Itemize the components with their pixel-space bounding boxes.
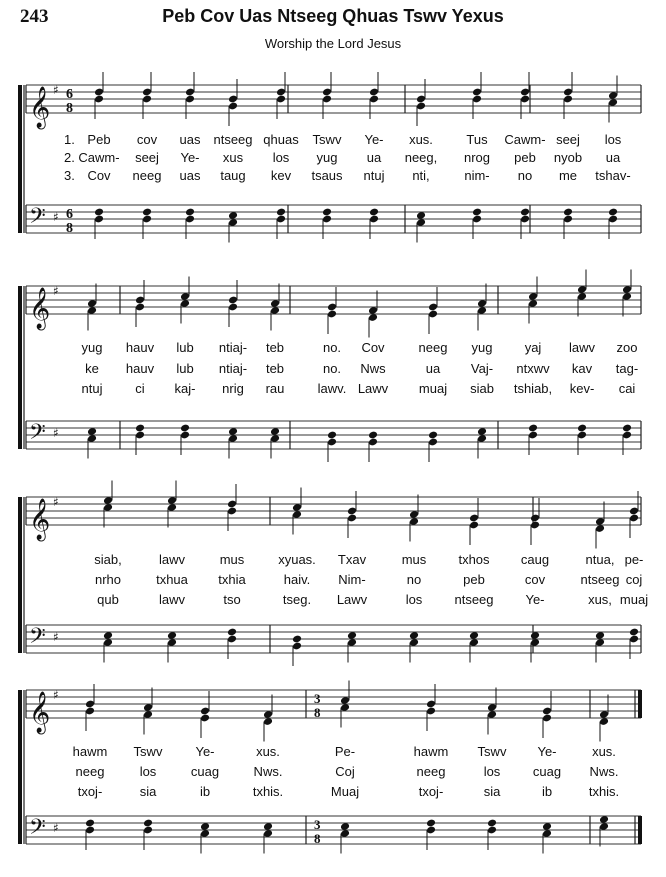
- time-change-bottom: 8: [314, 705, 321, 720]
- lyric-syllable: nrho: [94, 572, 122, 587]
- lyric-syllable: no: [517, 168, 533, 183]
- lyric-syllable: Lawv: [336, 592, 368, 607]
- lyric-syllable: txoj-: [418, 784, 444, 799]
- notehead: [327, 431, 337, 440]
- lyric-syllable: no.: [322, 361, 342, 376]
- lyric-syllable: uas: [179, 168, 201, 183]
- hymn-number: 243: [20, 6, 49, 27]
- lyric-syllable: seej: [135, 150, 159, 165]
- lyric-syllable: Cawm-: [504, 132, 546, 147]
- notehead: [428, 431, 438, 440]
- lyric-syllable: Pe-: [334, 744, 356, 759]
- lyric-syllable: Tswv: [477, 744, 507, 759]
- key-signature-sharp-icon: ♯: [53, 495, 59, 509]
- notehead: [577, 424, 587, 433]
- lyric-syllable: nrog: [463, 150, 491, 165]
- bass-clef-icon: 𝄢: [29, 624, 46, 654]
- lyric-syllable: teb: [265, 340, 285, 355]
- time-change-top: 3: [314, 817, 321, 832]
- lyric-syllable: cuag: [532, 764, 562, 779]
- lyric-syllable: cai: [618, 381, 636, 396]
- hymn-title: Peb Cov Uas Ntseeg Qhuas Tswv Yexus: [162, 6, 504, 26]
- lyric-syllable: Coj: [335, 764, 355, 779]
- treble-clef-icon: 𝄞: [29, 87, 51, 128]
- lyric-syllable: yaj: [524, 340, 542, 355]
- lyric-syllable: siab,: [94, 552, 122, 567]
- lyric-syllable: lawv: [158, 592, 186, 607]
- time-signature-bottom: 8: [66, 221, 73, 236]
- key-signature-sharp-icon: ♯: [53, 284, 59, 298]
- lyric-syllable: ib: [541, 784, 553, 799]
- lyric-syllable: nrig: [222, 381, 244, 396]
- lyric-syllable: yug: [471, 340, 493, 355]
- lyric-syllable: seej: [556, 132, 580, 147]
- lyric-syllable: cuag: [190, 764, 220, 779]
- time-signature-bottom: 8: [66, 101, 73, 116]
- lyric-syllable: coj: [625, 572, 643, 587]
- lyric-syllable: Cov: [87, 168, 111, 183]
- lyric-syllable: txhis.: [252, 784, 284, 799]
- lyric-syllable: Nws: [360, 361, 386, 376]
- lyric-syllable: siab: [470, 381, 494, 396]
- lyric-syllable: Cawm-: [78, 150, 120, 165]
- key-signature-sharp-icon: ♯: [53, 688, 59, 702]
- lyric-syllable: Txav: [337, 552, 367, 567]
- lyric-syllable: xus.: [592, 744, 616, 759]
- lyric-syllable: uas: [179, 132, 201, 147]
- lyric-syllable: yug: [81, 340, 103, 355]
- lyric-syllable: kev-: [569, 381, 595, 396]
- lyric-syllable: ntseeg: [213, 132, 253, 147]
- lyric-syllable: muaj: [619, 592, 649, 607]
- lyric-syllable: Nim-: [338, 572, 366, 587]
- lyric-syllable: tso: [223, 592, 241, 607]
- lyric-syllable: txhis.: [588, 784, 620, 799]
- lyric-syllable: sia: [139, 784, 157, 799]
- lyric-syllable: tshav-: [595, 168, 631, 183]
- bass-clef-icon: 𝄢: [29, 204, 46, 234]
- lyric-syllable: lawv: [158, 552, 186, 567]
- time-change-top: 3: [314, 691, 321, 706]
- lyric-syllable: Ye-: [525, 592, 545, 607]
- lyric-syllable: tseg.: [282, 592, 312, 607]
- notehead: [472, 208, 482, 217]
- lyric-syllable: peb: [514, 150, 536, 165]
- lyric-syllable: los: [139, 764, 157, 779]
- notehead: [227, 628, 237, 637]
- lyric-syllable: muaj: [418, 381, 448, 396]
- key-signature-sharp-icon: ♯: [53, 83, 59, 97]
- lyric-syllable: ua: [366, 150, 382, 165]
- notehead: [185, 208, 195, 217]
- notehead: [426, 819, 436, 828]
- lyric-syllable: xus,: [588, 592, 612, 607]
- lyric-syllable: Vaj-: [470, 361, 494, 376]
- lyric-syllable: ua: [605, 150, 621, 165]
- lyric-syllable: ntuj: [363, 168, 385, 183]
- lyric-syllable: hawm: [72, 744, 108, 759]
- lyric-syllable: ntua,: [585, 552, 615, 567]
- lyric-syllable: nim-: [464, 168, 490, 183]
- key-signature-sharp-icon: ♯: [53, 821, 59, 835]
- lyric-syllable: kaj-: [174, 381, 196, 396]
- lyric-syllable: los: [604, 132, 622, 147]
- time-signature-top: 6: [66, 87, 73, 102]
- lyric-syllable: peb: [463, 572, 485, 587]
- bass-clef-icon: 𝄢: [29, 815, 46, 845]
- lyric-syllable: cov: [524, 572, 546, 587]
- bass-clef-icon: 𝄢: [29, 420, 46, 450]
- key-signature-sharp-icon: ♯: [53, 210, 59, 224]
- lyric-syllable: hauv: [125, 340, 155, 355]
- lyric-syllable: lub: [176, 340, 194, 355]
- notehead: [528, 424, 538, 433]
- lyric-syllable: nti,: [412, 168, 430, 183]
- lyric-syllable: no: [406, 572, 422, 587]
- lyric-syllable: nyob: [553, 150, 583, 165]
- lyric-syllable: Ye-: [195, 744, 215, 759]
- lyric-syllable: no.: [322, 340, 342, 355]
- key-signature-sharp-icon: ♯: [53, 630, 59, 644]
- lyric-syllable: qub: [97, 592, 119, 607]
- lyric-syllable: tag-: [615, 361, 639, 376]
- lyric-syllable: tsaus: [311, 168, 343, 183]
- lyric-syllable: Muaj: [330, 784, 360, 799]
- lyric-syllable: Tswv: [312, 132, 342, 147]
- lyric-syllable: neeg: [132, 168, 162, 183]
- time-change-bottom: 8: [314, 831, 321, 846]
- lyric-syllable: xus.: [256, 744, 280, 759]
- notehead: [629, 628, 639, 637]
- lyric-syllable: Nws.: [253, 764, 283, 779]
- lyric-syllable: taug: [220, 168, 246, 183]
- lyric-syllable: neeg: [416, 764, 446, 779]
- lyric-syllable: neeg: [75, 764, 105, 779]
- notehead: [94, 208, 104, 217]
- lyric-syllable: txhos: [458, 552, 490, 567]
- lyric-syllable: Tswv: [133, 744, 163, 759]
- lyric-syllable: rau: [265, 381, 285, 396]
- lyric-syllable: kav: [571, 361, 593, 376]
- lyric-syllable: xus: [222, 150, 244, 165]
- notehead: [520, 208, 530, 217]
- lyric-syllable: Nws.: [589, 764, 619, 779]
- treble-clef-icon: 𝄞: [29, 692, 51, 733]
- lyric-syllable: mus: [219, 552, 245, 567]
- notehead: [292, 635, 302, 644]
- lyric-syllable: los: [405, 592, 423, 607]
- lyric-syllable: me: [558, 168, 578, 183]
- notehead: [369, 208, 379, 217]
- treble-clef-icon: 𝄞: [29, 288, 51, 329]
- lyric-syllable: ntxwv: [516, 361, 550, 376]
- lyric-syllable: ntiaj-: [218, 340, 248, 355]
- lyric-syllable: txhia: [218, 572, 246, 587]
- lyric-syllable: Peb: [87, 132, 111, 147]
- notehead: [563, 208, 573, 217]
- notehead: [368, 431, 378, 440]
- notehead: [322, 208, 332, 217]
- lyric-syllable: Ye-: [537, 744, 557, 759]
- lyric-syllable: mus: [401, 552, 427, 567]
- lyric-syllable: ntuj: [81, 381, 103, 396]
- key-signature-sharp-icon: ♯: [53, 426, 59, 440]
- lyric-syllable: txoj-: [77, 784, 103, 799]
- verse-number: 3.: [64, 168, 75, 183]
- lyric-syllable: ntseeg: [454, 592, 494, 607]
- lyric-syllable: caug: [520, 552, 550, 567]
- notehead: [143, 819, 153, 828]
- lyric-syllable: Lawv: [357, 381, 389, 396]
- lyric-syllable: pe-: [624, 552, 644, 567]
- lyric-syllable: hawm: [413, 744, 449, 759]
- lyric-syllable: txhua: [156, 572, 188, 587]
- notehead: [487, 819, 497, 828]
- hymn-subtitle: Worship the Lord Jesus: [264, 36, 402, 51]
- verse-number: 1.: [64, 132, 75, 147]
- lyric-syllable: ci: [135, 381, 145, 396]
- lyric-syllable: ke: [85, 361, 99, 376]
- lyric-syllable: lawv: [568, 340, 596, 355]
- notehead: [180, 424, 190, 433]
- notehead: [276, 208, 286, 217]
- notehead: [142, 208, 152, 217]
- time-signature-top: 6: [66, 207, 73, 222]
- treble-clef-icon: 𝄞: [29, 499, 51, 540]
- verse-number: 2.: [64, 150, 75, 165]
- lyric-syllable: xyuas.: [278, 552, 316, 567]
- notehead: [85, 819, 95, 828]
- lyric-syllable: lawv.: [317, 381, 347, 396]
- lyric-syllable: Cov: [361, 340, 385, 355]
- lyric-syllable: ib: [199, 784, 211, 799]
- notehead: [135, 424, 145, 433]
- lyric-syllable: kev: [270, 168, 292, 183]
- lyric-syllable: cov: [136, 132, 158, 147]
- lyric-syllable: ua: [425, 361, 441, 376]
- lyric-syllable: qhuas: [263, 132, 299, 147]
- lyric-syllable: neeg,: [404, 150, 438, 165]
- lyric-syllable: zoo: [616, 340, 638, 355]
- lyric-syllable: yug: [316, 150, 338, 165]
- lyric-syllable: tshiab,: [513, 381, 553, 396]
- lyric-syllable: Ye-: [180, 150, 200, 165]
- notehead: [608, 208, 618, 217]
- lyric-syllable: lub: [176, 361, 194, 376]
- lyric-syllable: Ye-: [364, 132, 384, 147]
- lyric-syllable: ntseeg: [580, 572, 620, 587]
- lyric-syllable: los: [483, 764, 501, 779]
- lyric-syllable: hauv: [125, 361, 155, 376]
- lyric-syllable: ntiaj-: [218, 361, 248, 376]
- lyric-syllable: haiv.: [283, 572, 311, 587]
- lyric-syllable: neeg: [418, 340, 448, 355]
- lyric-syllable: los: [272, 150, 290, 165]
- lyric-syllable: xus.: [409, 132, 433, 147]
- lyric-syllable: sia: [483, 784, 501, 799]
- lyric-syllable: Tus: [466, 132, 488, 147]
- notehead: [622, 424, 632, 433]
- lyric-syllable: teb: [265, 361, 285, 376]
